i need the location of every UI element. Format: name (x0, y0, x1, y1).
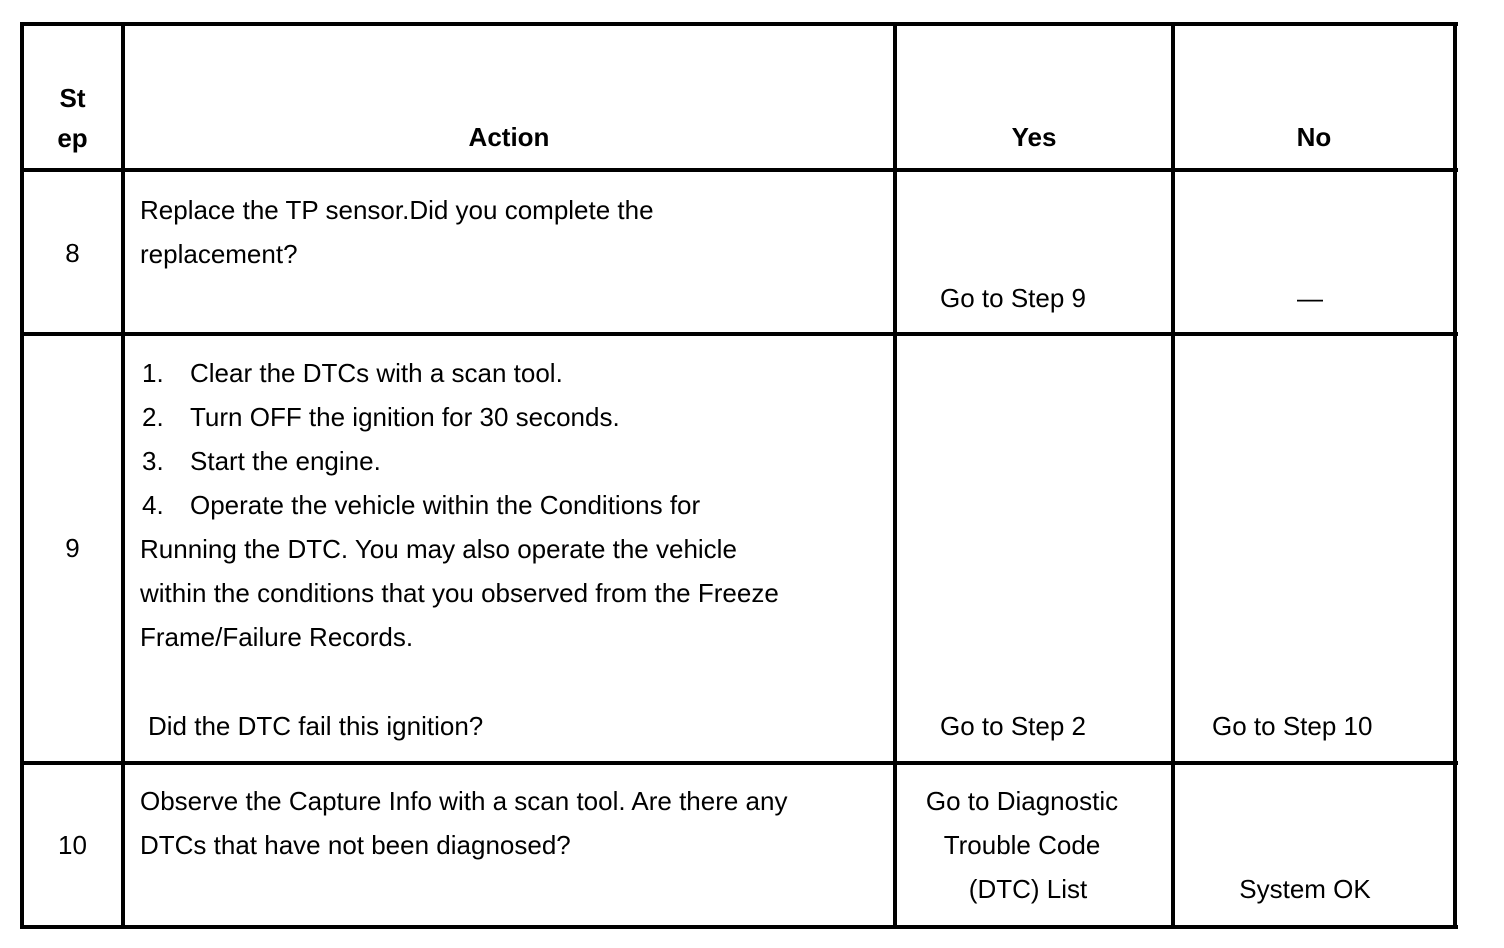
no-cell-9: Go to Step 10 (1212, 711, 1373, 741)
header-yes: Yes (1011, 122, 1057, 152)
yes-10-line3: (DTC) List (968, 874, 1088, 904)
action-text-8 (140, 188, 654, 276)
action-8-line1: Replace the TP sensor.Did you complete the (140, 195, 654, 225)
yes-cell-8: Go to Step 9 (940, 283, 1086, 313)
continuation-line: within the conditions that you observed from the Freeze (140, 578, 779, 608)
table-border-left (20, 22, 24, 929)
diagnostic-table (20, 22, 1458, 929)
header-action: Action (468, 122, 550, 152)
header-step (24, 78, 121, 158)
yes-10-line2: Trouble Code (943, 830, 1101, 860)
yes-cell-9: Go to Step 2 (940, 711, 1086, 741)
list-number: 3. (142, 446, 164, 476)
action-10-line2: DTCs that have not been diagnosed? (140, 830, 571, 860)
no-cell-10: System OK (1239, 874, 1371, 904)
header-row-divider (20, 168, 1458, 172)
list-item (140, 351, 779, 395)
step-number-9: 9 (65, 533, 80, 563)
header-step-line2: ep (57, 123, 88, 153)
yes-10-line1: Go to Diagnostic (925, 786, 1119, 816)
col-divider-step (121, 22, 125, 929)
yes-cell-10 (897, 779, 1147, 911)
list-number: 2. (142, 402, 164, 432)
row-divider-8 (20, 332, 1458, 336)
action-8-line2: replacement? (140, 239, 298, 269)
table-border-top (20, 22, 1458, 26)
list-text: Operate the vehicle within the Conditions for (190, 490, 701, 520)
table-border-right (1453, 22, 1457, 929)
list-text: Turn OFF the ignition for 30 seconds. (190, 402, 620, 432)
list-number: 4. (142, 490, 164, 520)
list-item (140, 395, 779, 439)
step-number-10: 10 (58, 830, 87, 860)
table-border-bottom (20, 925, 1458, 929)
action-10-line1: Observe the Capture Info with a scan tool. Are there any (140, 786, 788, 816)
header-no: No (1296, 122, 1332, 152)
list-text: Start the engine. (190, 446, 381, 476)
no-cell-8: — (1297, 283, 1323, 313)
list-item (140, 483, 779, 527)
col-divider-yes (1171, 22, 1175, 929)
list-text: Clear the DTCs with a scan tool. (190, 358, 563, 388)
question-9: Did the DTC fail this ignition? (148, 711, 484, 741)
list-item (140, 439, 779, 483)
continuation-line: Frame/Failure Records. (140, 622, 414, 652)
step-number-8: 8 (65, 238, 80, 268)
list-number: 1. (142, 358, 164, 388)
continuation-line: Running the DTC. You may also operate the vehicle (140, 534, 737, 564)
header-step-line1: St (59, 83, 86, 113)
action-text-9 (140, 351, 779, 659)
row-divider-9 (20, 761, 1458, 765)
action-text-10 (140, 779, 787, 867)
